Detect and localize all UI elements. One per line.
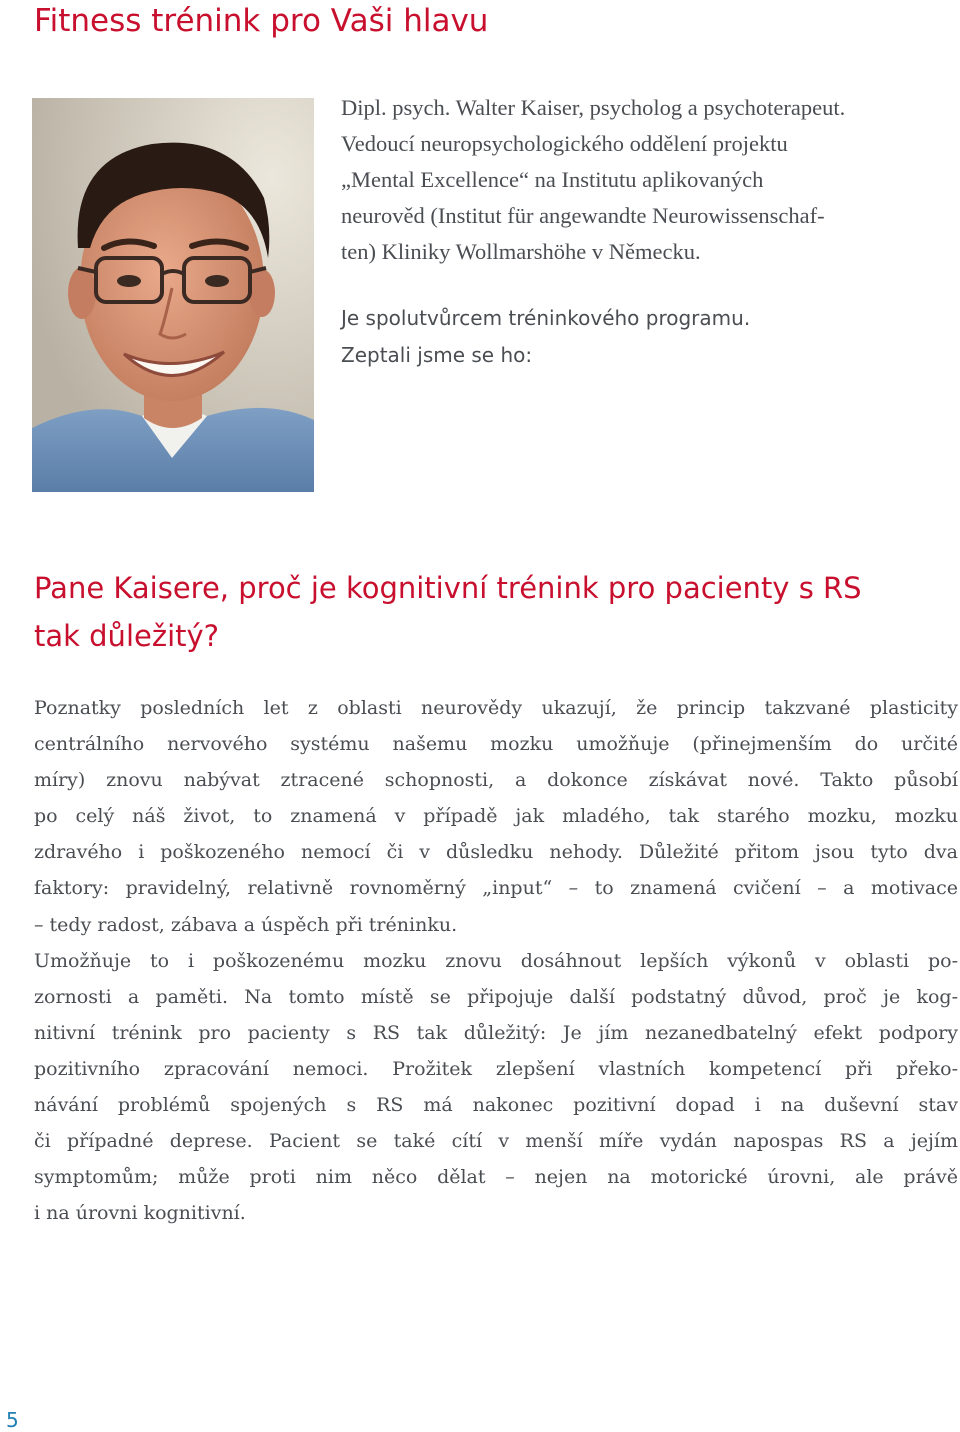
body-line: pozitivního zpracování nemoci. Prožitek zlepšení vlastních kompetencí při překo- bbox=[34, 1057, 958, 1080]
body-line: míry) znovu nabývat ztracené schopnosti, a dokonce získávat nové. Takto působí bbox=[34, 769, 958, 792]
bio-line: neurověd (Institut für angewandte Neurowissenschaf- bbox=[341, 203, 825, 228]
question-line: tak důležitý? bbox=[34, 619, 220, 653]
asked-line: Zeptali jsme se ho: bbox=[341, 343, 533, 367]
interview-question bbox=[34, 564, 954, 660]
intro-note bbox=[341, 300, 941, 374]
body-line: – tedy radost, zábava a úspěch při tréninku. bbox=[34, 913, 458, 936]
page-number: 5 bbox=[6, 1408, 19, 1432]
bio-line: „Mental Excellence“ na Institutu aplikovaných bbox=[341, 167, 764, 192]
portrait-illustration bbox=[32, 98, 314, 492]
portrait-photo bbox=[32, 98, 314, 492]
body-line: či případné deprese. Pacient se také cítí v menší míře vydán napospas RS a jejím bbox=[34, 1130, 958, 1153]
body-line: centrálního nervového systému našemu mozku umožňuje (přinejmenším do určité bbox=[34, 733, 958, 756]
body-line: symptomům; může proti nim něco dělat – nejen na motorické úrovni, ale právě bbox=[34, 1166, 958, 1189]
bio-line: Dipl. psych. Walter Kaiser, psycholog a psychoterapeut. bbox=[341, 95, 846, 120]
body-line: Umožňuje to i poškozenému mozku znovu dosáhnout lepších výkonů v oblasti po- bbox=[34, 949, 958, 972]
body-line: nitivní trénink pro pacienty s RS tak důležitý: Je jím nezanedbatelný efekt podpory bbox=[34, 1021, 958, 1044]
page-title: Fitness trénink pro Vaši hlavu bbox=[34, 3, 489, 39]
bio-line: Vedoucí neuropsychologického oddělení projektu bbox=[341, 131, 788, 156]
author-intro bbox=[341, 90, 941, 374]
bio-line: ten) Kliniky Wollmarshöhe v Německu. bbox=[341, 239, 701, 264]
body-line: po celý náš život, to znamená v případě jak mladého, tak starého mozku, mozku bbox=[34, 805, 958, 828]
body-line: i na úrovni kognitivní. bbox=[34, 1202, 246, 1225]
question-line: Pane Kaisere, proč je kognitivní trénink pro pacienty s RS bbox=[34, 571, 862, 605]
answer-text bbox=[34, 690, 958, 1231]
body-line: návání problémů spojených s RS má nakonec pozitivní dopad i na duševní stav bbox=[34, 1094, 958, 1117]
body-line: zdravého i poškozeného nemocí či v důsledku nehody. Důležité přitom jsou tyto dva bbox=[34, 841, 958, 864]
body-line: faktory: pravidelný, relativně rovnoměrný „input“ – to znamená cvičení – a motivace bbox=[34, 877, 958, 900]
body-line: Poznatky posledních let z oblasti neurovědy ukazují, že princip takzvané plasticity bbox=[34, 697, 958, 719]
role-line: Je spolutvůrcem tréninkového programu. bbox=[341, 306, 751, 330]
body-line: zornosti a paměti. Na tomto místě se připojuje další podstatný důvod, proč je kog- bbox=[34, 985, 958, 1008]
